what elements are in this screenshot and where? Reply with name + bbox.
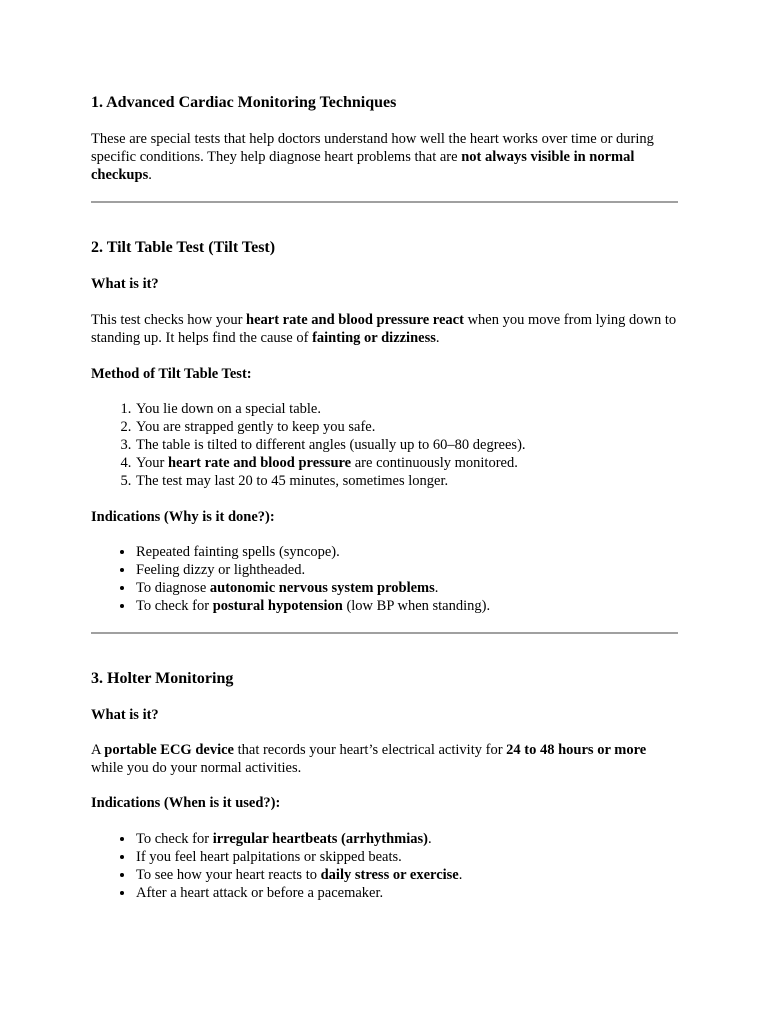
text-run: A bbox=[91, 742, 105, 758]
text-run: . bbox=[434, 580, 439, 596]
holter-indications-list bbox=[91, 830, 678, 902]
text-run: are continuously monitored. bbox=[351, 455, 518, 471]
text-run: To check for bbox=[136, 831, 213, 847]
list-item bbox=[135, 436, 678, 454]
list-item bbox=[135, 884, 678, 902]
list-item bbox=[135, 579, 678, 597]
bold-text: not always visible in normal checkups bbox=[91, 149, 635, 183]
bold-text: autonomic nervous system problems bbox=[209, 580, 435, 596]
text-run: These are special tests that help doctors understand how well the heart works over time or during specific conditions. They help diagnose heart problems that are bbox=[91, 131, 654, 165]
list-item bbox=[135, 561, 678, 579]
bold-text: heart rate and blood pressure react bbox=[246, 312, 464, 328]
section-intro-paragraph bbox=[91, 130, 678, 184]
indications-label: Indications (Why is it done?): bbox=[91, 509, 275, 525]
text-run: (low BP when standing). bbox=[342, 598, 491, 614]
text-run: You lie down on a special table. bbox=[136, 401, 321, 417]
text-run: To diagnose bbox=[136, 580, 210, 596]
section-divider bbox=[91, 632, 678, 634]
text-run: Feeling dizzy or lightheaded. bbox=[136, 562, 306, 578]
text-run: The table is tilted to different angles (usually up to 60–80 degrees). bbox=[136, 437, 526, 453]
list-item bbox=[135, 830, 678, 848]
bold-text: irregular heartbeats (arrhythmias) bbox=[212, 831, 428, 847]
what-is-it-label: What is it? bbox=[91, 276, 159, 292]
method-steps-list bbox=[91, 400, 678, 490]
text-run: that records your heart’s electrical activity for bbox=[233, 742, 507, 758]
bold-text: heart rate and blood pressure bbox=[167, 455, 352, 471]
bold-text: postural hypotension bbox=[212, 598, 343, 614]
section-heading-tilt-table-test: 2. Tilt Table Test (Tilt Test) bbox=[91, 239, 276, 256]
list-item bbox=[135, 866, 678, 884]
list-item bbox=[135, 418, 678, 436]
text-run: when you move from lying down to standing up. It helps find the cause of bbox=[91, 312, 677, 346]
text-run: . bbox=[458, 867, 463, 883]
text-run: To check for bbox=[136, 598, 213, 614]
text-run: The test may last 20 to 45 minutes, sometimes longer. bbox=[136, 473, 449, 489]
text-run: This test checks how your bbox=[91, 312, 247, 328]
method-label: Method of Tilt Table Test: bbox=[91, 366, 252, 382]
list-item bbox=[135, 848, 678, 866]
section-heading-holter-monitoring: 3. Holter Monitoring bbox=[91, 670, 234, 687]
indications-label: Indications (When is it used?): bbox=[91, 795, 281, 811]
list-item bbox=[135, 472, 678, 490]
bold-text: daily stress or exercise bbox=[320, 867, 459, 883]
tilt-indications-list bbox=[91, 543, 678, 615]
text-run: . bbox=[435, 330, 440, 346]
bold-text: portable ECG device bbox=[104, 742, 234, 758]
list-item bbox=[135, 400, 678, 418]
holter-description bbox=[91, 741, 678, 777]
text-run: If you feel heart palpitations or skipped beats. bbox=[136, 849, 402, 865]
text-run: Your bbox=[136, 455, 168, 471]
section-heading-advanced-cardiac-monitoring: 1. Advanced Cardiac Monitoring Techniques bbox=[91, 94, 397, 111]
text-run: . bbox=[148, 167, 152, 183]
bold-text: 24 to 48 hours or more bbox=[506, 742, 647, 758]
text-run: To see how your heart reacts to bbox=[136, 867, 321, 883]
bold-text: fainting or dizziness bbox=[312, 330, 436, 346]
text-run: while you do your normal activities. bbox=[91, 760, 302, 776]
text-run: Repeated fainting spells (syncope). bbox=[136, 544, 340, 560]
text-run: You are strapped gently to keep you safe. bbox=[136, 419, 376, 435]
section-divider bbox=[91, 201, 678, 203]
tilt-test-description bbox=[91, 311, 678, 347]
what-is-it-label: What is it? bbox=[91, 707, 159, 723]
list-item bbox=[135, 543, 678, 561]
text-run: After a heart attack or before a pacemaker. bbox=[136, 885, 384, 901]
list-item bbox=[135, 597, 678, 615]
list-item bbox=[135, 454, 678, 472]
text-run: . bbox=[428, 831, 432, 847]
